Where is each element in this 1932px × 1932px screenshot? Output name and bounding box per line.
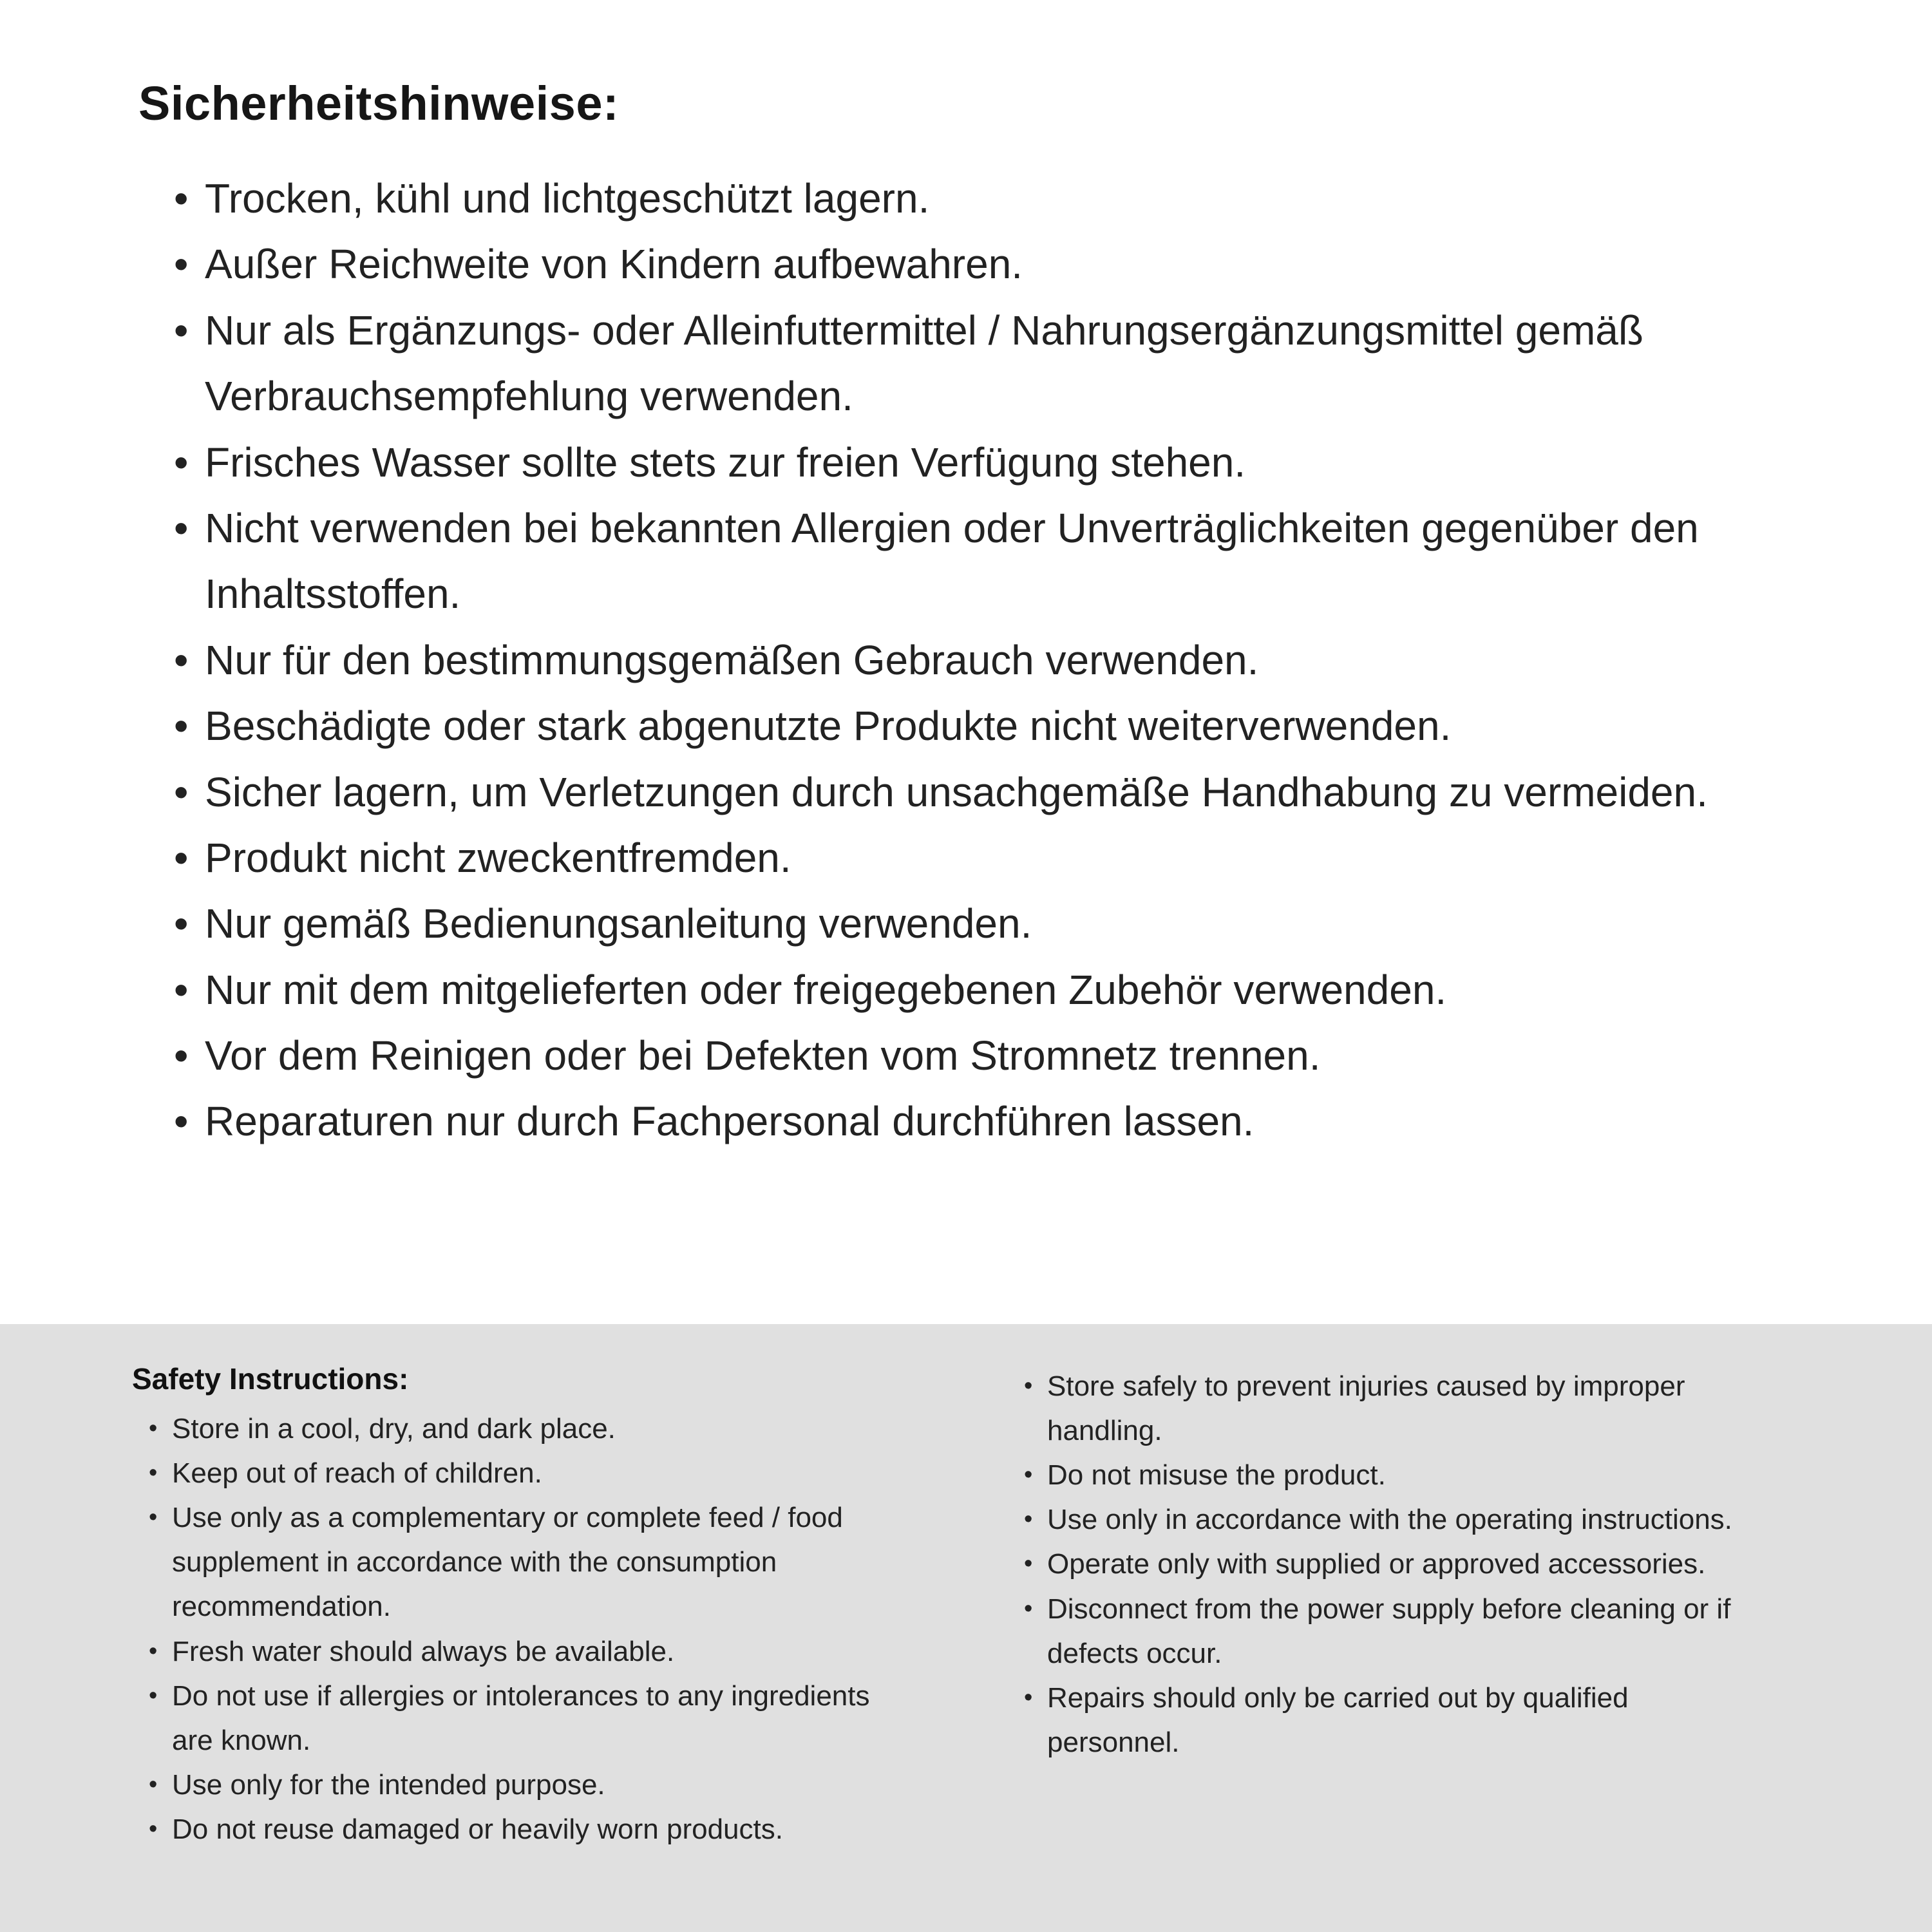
bullet-marker: • xyxy=(149,1415,158,1442)
german-list-item xyxy=(174,627,1803,693)
english-item-text: Fresh water should always be available. xyxy=(172,1635,675,1667)
bullet-marker: • xyxy=(1024,1683,1033,1711)
bullet-marker: • xyxy=(174,1098,189,1145)
english-list-item xyxy=(149,1406,1024,1451)
german-item-text: Nur als Ergänzungs- oder Alleinfuttermittel / Nahrungsergänzungsmittel gemäß Verbrauchsempfehlung verwenden. xyxy=(205,307,1643,420)
german-safety-list xyxy=(174,166,1803,1155)
german-section-title: Sicherheitshinweise: xyxy=(138,77,620,130)
english-list-item xyxy=(1024,1676,1803,1765)
english-left-column xyxy=(132,1361,1024,1932)
english-list-item xyxy=(1024,1542,1803,1586)
german-list-item xyxy=(174,693,1803,759)
english-item-text: Use only in accordance with the operating instructions. xyxy=(1047,1504,1732,1536)
english-list-item xyxy=(149,1807,1024,1852)
german-item-text: Trocken, kühl und lichtgeschützt lagern. xyxy=(205,175,930,222)
bullet-marker: • xyxy=(149,1504,158,1531)
german-item-text: Nur mit dem mitgelieferten oder freigegebenen Zubehör verwenden. xyxy=(205,966,1447,1013)
english-item-text: Keep out of reach of children. xyxy=(172,1457,542,1490)
german-list-item xyxy=(174,957,1803,1023)
english-item-text: Do not misuse the product. xyxy=(1047,1459,1386,1492)
german-list-item xyxy=(174,231,1803,297)
bullet-marker: • xyxy=(1024,1550,1033,1578)
bullet-marker: • xyxy=(149,1681,158,1709)
german-list-item xyxy=(174,298,1803,430)
english-list-item xyxy=(149,1451,1024,1495)
english-list-item xyxy=(149,1763,1024,1807)
bullet-marker: • xyxy=(149,1770,158,1798)
bullet-marker: • xyxy=(174,768,189,815)
english-right-list xyxy=(1024,1364,1803,1765)
bullet-marker: • xyxy=(1024,1372,1033,1399)
bullet-marker: • xyxy=(174,636,189,683)
english-item-text: Use only as a complementary or complete feed / food supplement in accordance with the consumption recommendation. xyxy=(172,1502,843,1623)
english-list-item xyxy=(1024,1364,1803,1453)
bullet-marker: • xyxy=(174,175,189,222)
english-list-item xyxy=(149,1495,1024,1629)
bullet-marker: • xyxy=(174,834,189,881)
german-list-item xyxy=(174,166,1803,231)
english-list-item xyxy=(149,1674,1024,1763)
german-item-text: Nicht verwenden bei bekannten Allergien oder Unverträglichkeiten gegenüber den Inhaltsstoffen. xyxy=(205,504,1699,618)
german-item-text: Sicher lagern, um Verletzungen durch unsachgemäße Handhabung zu vermeiden. xyxy=(205,768,1708,815)
german-item-text: Nur für den bestimmungsgemäßen Gebrauch verwenden. xyxy=(205,636,1259,683)
bullet-marker: • xyxy=(174,307,189,354)
english-list-item xyxy=(1024,1587,1803,1676)
german-item-text: Frisches Wasser sollte stets zur freien Verfügung stehen. xyxy=(205,439,1246,486)
english-item-text: Operate only with supplied or approved accessories. xyxy=(1047,1548,1706,1580)
english-right-column xyxy=(1024,1361,1803,1932)
bullet-marker: • xyxy=(174,241,189,288)
german-list-item xyxy=(174,430,1803,495)
german-item-text: Außer Reichweite von Kindern aufbewahren. xyxy=(205,241,1023,288)
bullet-marker: • xyxy=(174,703,189,750)
english-item-text: Store safely to prevent injuries caused by improper handling. xyxy=(1047,1370,1685,1447)
bullet-marker: • xyxy=(149,1815,158,1843)
bullet-marker: • xyxy=(1024,1506,1033,1533)
english-item-text: Store in a cool, dry, and dark place. xyxy=(172,1413,616,1444)
english-list-item xyxy=(149,1629,1024,1674)
english-left-list xyxy=(149,1406,1024,1852)
bullet-marker: • xyxy=(149,1459,158,1487)
german-list-item xyxy=(174,825,1803,891)
english-item-text: Disconnect from the power supply before cleaning or if defects occur. xyxy=(1047,1593,1731,1669)
bullet-marker: • xyxy=(1024,1595,1033,1622)
bullet-marker: • xyxy=(174,1032,189,1079)
bullet-marker: • xyxy=(174,504,189,551)
bullet-marker: • xyxy=(174,966,189,1013)
bullet-marker: • xyxy=(174,900,189,947)
german-list-item xyxy=(174,891,1803,956)
german-list-item xyxy=(174,1088,1803,1154)
bullet-marker: • xyxy=(149,1637,158,1665)
german-list-item xyxy=(174,759,1803,825)
german-item-text: Vor dem Reinigen oder bei Defekten vom Stromnetz trennen. xyxy=(205,1032,1321,1079)
english-section-title: Safety Instructions: xyxy=(132,1362,409,1396)
english-list-item xyxy=(1024,1453,1803,1497)
german-list-item xyxy=(174,1023,1803,1088)
english-list-item xyxy=(1024,1497,1803,1542)
bullet-marker: • xyxy=(1024,1461,1033,1489)
english-safety-section xyxy=(0,1324,1932,1932)
english-item-text: Do not use if allergies or intolerances to any ingredients are known. xyxy=(172,1680,870,1756)
english-item-text: Do not reuse damaged or heavily worn products. xyxy=(172,1814,783,1846)
english-item-text: Use only for the intended purpose. xyxy=(172,1768,605,1801)
german-item-text: Nur gemäß Bedienungsanleitung verwenden. xyxy=(205,900,1032,947)
german-item-text: Produkt nicht zweckentfremden. xyxy=(205,834,791,881)
german-item-text: Beschädigte oder stark abgenutzte Produkte nicht weiterverwenden. xyxy=(205,703,1452,750)
english-item-text: Repairs should only be carried out by qualified personnel. xyxy=(1047,1681,1629,1758)
german-list-item xyxy=(174,495,1803,627)
german-item-text: Reparaturen nur durch Fachpersonal durchführen lassen. xyxy=(205,1098,1255,1145)
bullet-marker: • xyxy=(174,439,189,486)
